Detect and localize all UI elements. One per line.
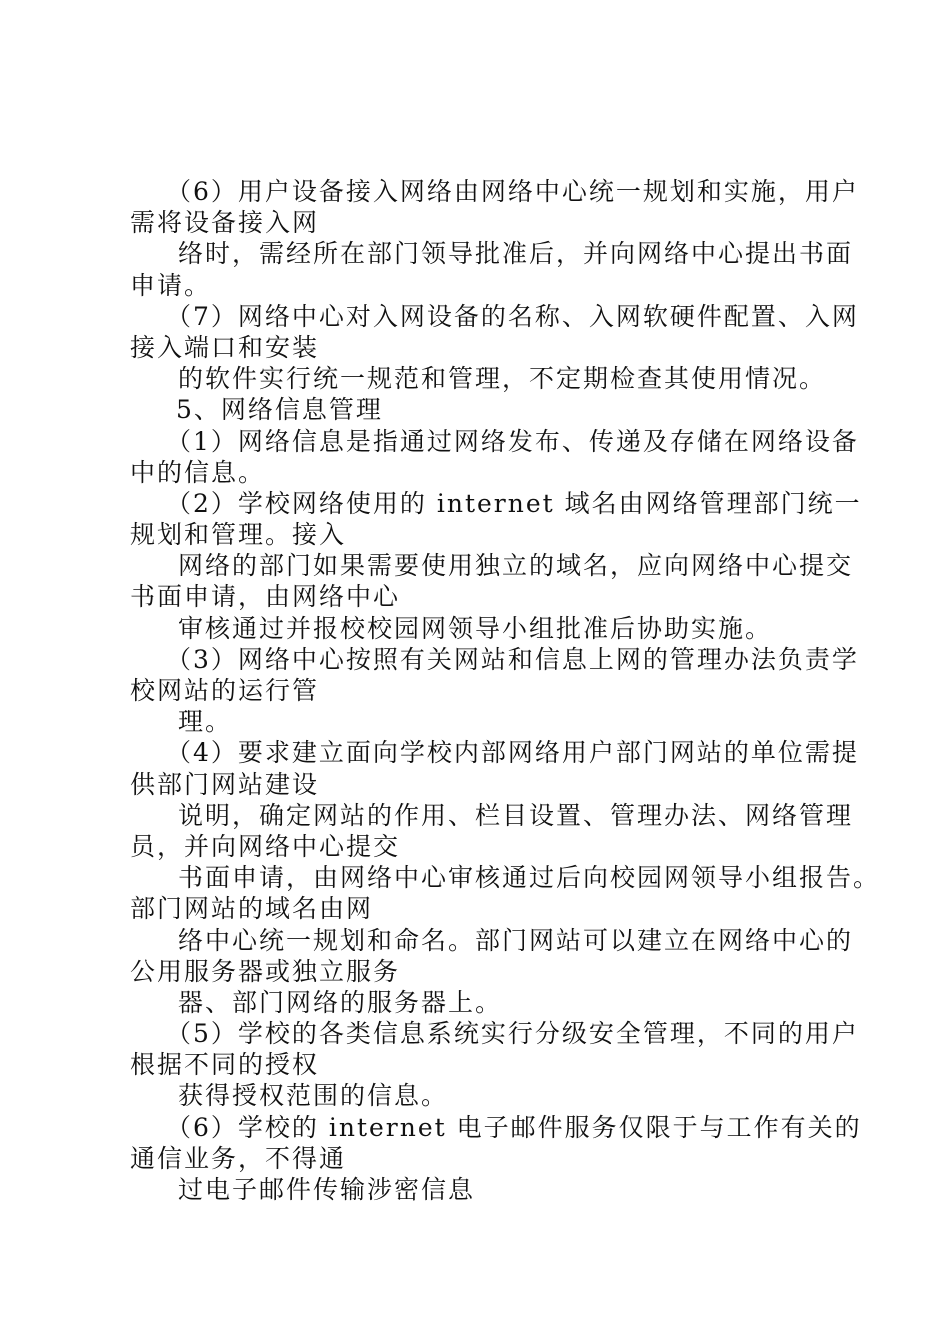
section-heading: 5、网络信息管理 xyxy=(176,395,383,425)
paragraph-line: （6）学校的 internet 电子邮件服务仅限于与工作有关的 xyxy=(166,1112,862,1142)
paragraph-line: 审核通过并报校校园网领导小组批准后协助实施。 xyxy=(178,613,773,643)
paragraph-line: 规划和管理。接入 xyxy=(130,520,347,550)
paragraph-line: 供部门网站建设 xyxy=(130,769,320,799)
paragraph-line: 员，并向网络中心提交 xyxy=(130,831,401,861)
paragraph-line: 通信业务，不得通 xyxy=(130,1143,347,1173)
paragraph-line: 申请。 xyxy=(130,270,212,300)
paragraph-line: 过电子邮件传输涉密信息 xyxy=(178,1175,476,1204)
paragraph-line: （4）要求建立面向学校内部网络用户部门网站的单位需提 xyxy=(166,738,859,768)
paragraph-line: 校网站的运行管 xyxy=(130,676,320,705)
document-body xyxy=(130,176,881,1205)
paragraph-line: 获得授权范围的信息。 xyxy=(178,1081,449,1111)
paragraph-line: 理。 xyxy=(178,707,233,737)
paragraph-line: 中的信息。 xyxy=(130,457,266,487)
paragraph-line: 的软件实行统一规范和管理，不定期检查其使用情况。 xyxy=(178,364,827,394)
paragraph-line: 说明，确定网站的作用、栏目设置、管理办法、网络管理 xyxy=(178,800,854,830)
paragraph-line: （2）学校网络使用的 internet 域名由网络管理部门统一 xyxy=(166,488,862,518)
paragraph-line: 书面申请，由网络中心 xyxy=(130,582,401,612)
paragraph-line: 网络的部门如果需要使用独立的域名，应向网络中心提交 xyxy=(178,551,854,581)
paragraph-line: （1）网络信息是指通过网络发布、传递及存储在网络设备 xyxy=(166,426,859,456)
paragraph-line: 根据不同的授权 xyxy=(130,1050,320,1080)
paragraph-line: 络时，需经所在部门领导批准后，并向网络中心提出书面 xyxy=(178,239,854,269)
paragraph-line: 书面申请，由网络中心审核通过后向校园网领导小组报告。 xyxy=(178,863,881,893)
paragraph-line: 公用服务器或独立服务 xyxy=(130,956,401,986)
paragraph-line: 络中心统一规划和命名。部门网站可以建立在网络中心的 xyxy=(178,925,854,955)
paragraph-line: 部门网站的域名由网 xyxy=(130,894,374,924)
paragraph-line: 接入端口和安装 xyxy=(130,332,320,362)
paragraph-line: （3）网络中心按照有关网站和信息上网的管理办法负责学 xyxy=(166,644,859,674)
paragraph-line: （7）网络中心对入网设备的名称、入网软硬件配置、入网 xyxy=(166,301,859,331)
paragraph-line: （5）学校的各类信息系统实行分级安全管理，不同的用户 xyxy=(166,1019,859,1049)
paragraph-line: （6）用户设备接入网络由网络中心统一规划和实施，用户 xyxy=(166,177,859,206)
paragraph-line: 器、部门网络的服务器上。 xyxy=(178,987,503,1017)
paragraph-line: 需将设备接入网 xyxy=(130,208,320,238)
